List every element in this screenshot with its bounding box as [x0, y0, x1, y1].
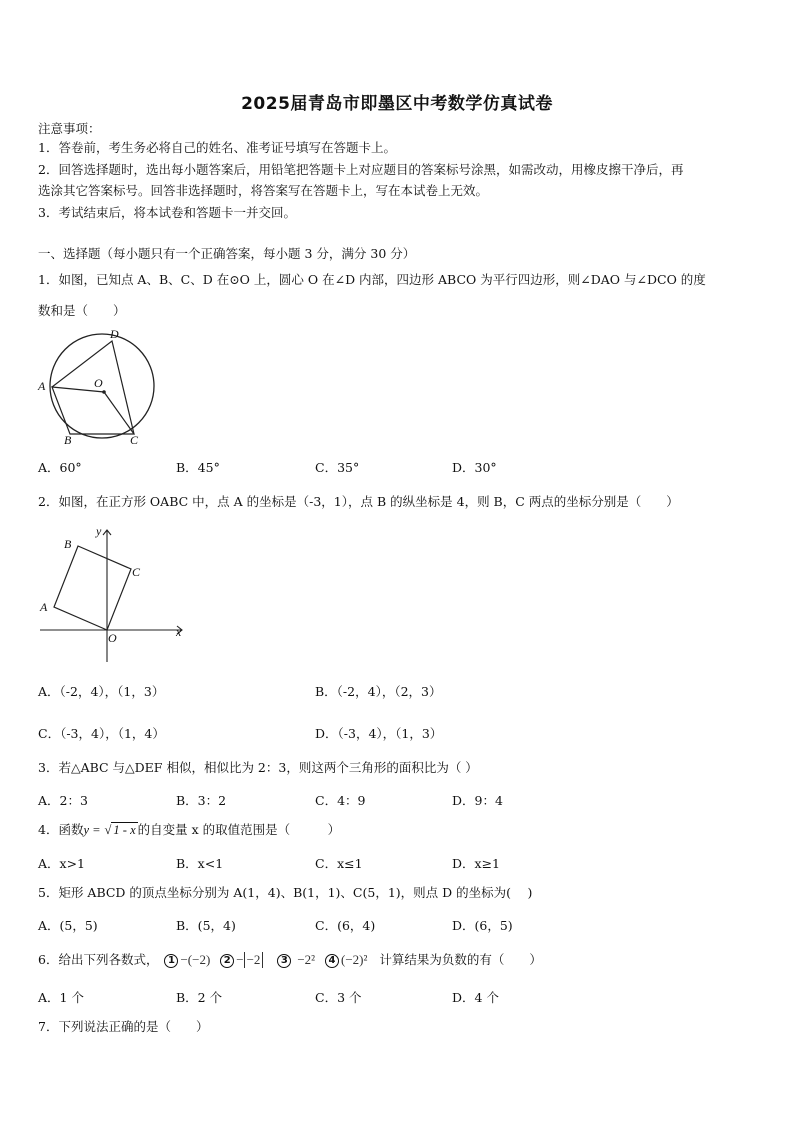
notice-heading: 注意事项：: [38, 121, 101, 136]
q4-option-c: C．x≤1: [315, 856, 363, 871]
q5-stem: 5．矩形 ABCD 的顶点坐标分别为 A(1，4)、B(1，1)、C(5，1)，则点 D 的坐标为( ): [38, 885, 533, 900]
q4-formula-radicand: 1 - x: [113, 823, 136, 837]
circled-number-1: 1: [164, 954, 178, 968]
q6-stem: [38, 952, 542, 968]
label-o: O: [108, 631, 117, 645]
q4-suffix: 的自变量 x 的取值范围是（ ）: [137, 822, 341, 837]
page-title: 2025届青岛市即墨区中考数学仿真试卷: [241, 94, 553, 114]
q4-formula-y: y =: [83, 823, 101, 837]
notice-item-2-cont: 选涂其它答案标号。回答非选择题时，将答案写在答题卡上，写在本试卷上无效。: [38, 183, 489, 198]
q4-option-d: D．x≥1: [452, 856, 500, 871]
q2-option-c: C．（-3，4），（1，4）: [38, 726, 165, 741]
q1-stem-line2: 数和是（ ）: [38, 303, 126, 318]
q1-circle-figure: [34, 324, 162, 446]
q6-option-d: D．4 个: [452, 990, 499, 1005]
label-y: y: [96, 524, 102, 538]
square-oabc: [54, 546, 131, 630]
q1-option-c: C．35°: [315, 460, 360, 475]
q4-option-b: B．x<1: [176, 856, 224, 871]
q4-option-a: A．x>1: [38, 856, 86, 871]
label-b: B: [64, 537, 72, 551]
q6-expr-4: (−2)²: [341, 952, 368, 967]
label-c: C: [130, 433, 139, 446]
q3-option-a: A．2：3: [38, 793, 88, 808]
center-point: [102, 390, 106, 394]
q1-option-d: D．30°: [452, 460, 497, 475]
q1-option-a: A．60°: [38, 460, 82, 475]
label-b: B: [64, 433, 72, 446]
q7-stem: 7．下列说法正确的是（ ）: [38, 1019, 209, 1034]
q2-option-b: B．（-2，4），（2，3）: [315, 684, 442, 699]
q1-stem-line1: 1．如图，已知点 A、B、C、D 在⊙O 上，圆心 O 在∠D 内部，四边形 ABCO 为平行四边形，则∠DAO 与∠DCO 的度: [38, 272, 706, 287]
label-d: D: [110, 327, 119, 341]
q6-expr-2-pre: −: [236, 952, 244, 967]
q3-option-d: D．9：4: [452, 793, 503, 808]
label-c: C: [132, 565, 141, 579]
notice-item-1: 1．答卷前，考生务必将自己的姓名、准考证号填写在答题卡上。: [38, 140, 396, 155]
q5-option-d: D．(6，5): [452, 918, 513, 933]
circled-number-2: 2: [220, 954, 234, 968]
q6-option-b: B．2 个: [176, 990, 223, 1005]
q3-option-c: C．4：9: [315, 793, 366, 808]
q2-option-a: A．（-2，4），（1，3）: [38, 684, 165, 699]
q6-expr-2-abs: −2: [244, 952, 264, 968]
q5-option-b: B．(5，4): [176, 918, 236, 933]
q5-option-c: C．(6，4): [315, 918, 376, 933]
q2-stem: 2．如图，在正方形 OABC 中，点 A 的坐标是（-3，1），点 B 的纵坐标是 4，则 B，C 两点的坐标分别是（ ）: [38, 494, 679, 509]
q5-option-a: A．(5，5): [38, 918, 98, 933]
q2-square-figure: [36, 524, 188, 664]
q6-expr-1: −(−2): [180, 952, 211, 967]
q6-suffix: 计算结果为负数的有（ ）: [379, 952, 542, 967]
q4-prefix: 4．函数: [38, 822, 84, 837]
q1-option-b: B．45°: [176, 460, 220, 475]
q3-option-b: B．3：2: [176, 793, 227, 808]
circled-number-4: 4: [325, 954, 339, 968]
label-a: A: [40, 600, 48, 614]
q4-stem: [38, 822, 340, 838]
notice-item-3: 3．考试结束后，将本试卷和答题卡一并交回。: [38, 205, 296, 220]
circled-number-3: 3: [277, 954, 291, 968]
parallelogram-abco: [52, 387, 134, 434]
sqrt-icon: √: [104, 823, 112, 837]
notice-item-2: 2．回答选择题时，选出每小题答案后，用铅笔把答题卡上对应题目的答案标号涂黑，如需改动，用橡皮擦干净后，再: [38, 162, 684, 177]
q6-expr-3: −2²: [297, 952, 316, 967]
q6-option-c: C．3 个: [315, 990, 362, 1005]
label-a: A: [38, 379, 46, 393]
q2-option-d: D．（-3，4），（1，3）: [315, 726, 443, 741]
q3-stem: 3．若△ABC 与△DEF 相似，相似比为 2：3，则这两个三角形的面积比为（ ）: [38, 760, 478, 775]
label-o: O: [94, 376, 103, 390]
q6-prefix: 6．给出下列各数式，: [38, 952, 159, 967]
q6-option-a: A．1 个: [38, 990, 84, 1005]
section-heading: 一、选择题（每小题只有一个正确答案，每小题 3 分，满分 30 分）: [38, 246, 416, 261]
label-x: x: [176, 625, 182, 639]
